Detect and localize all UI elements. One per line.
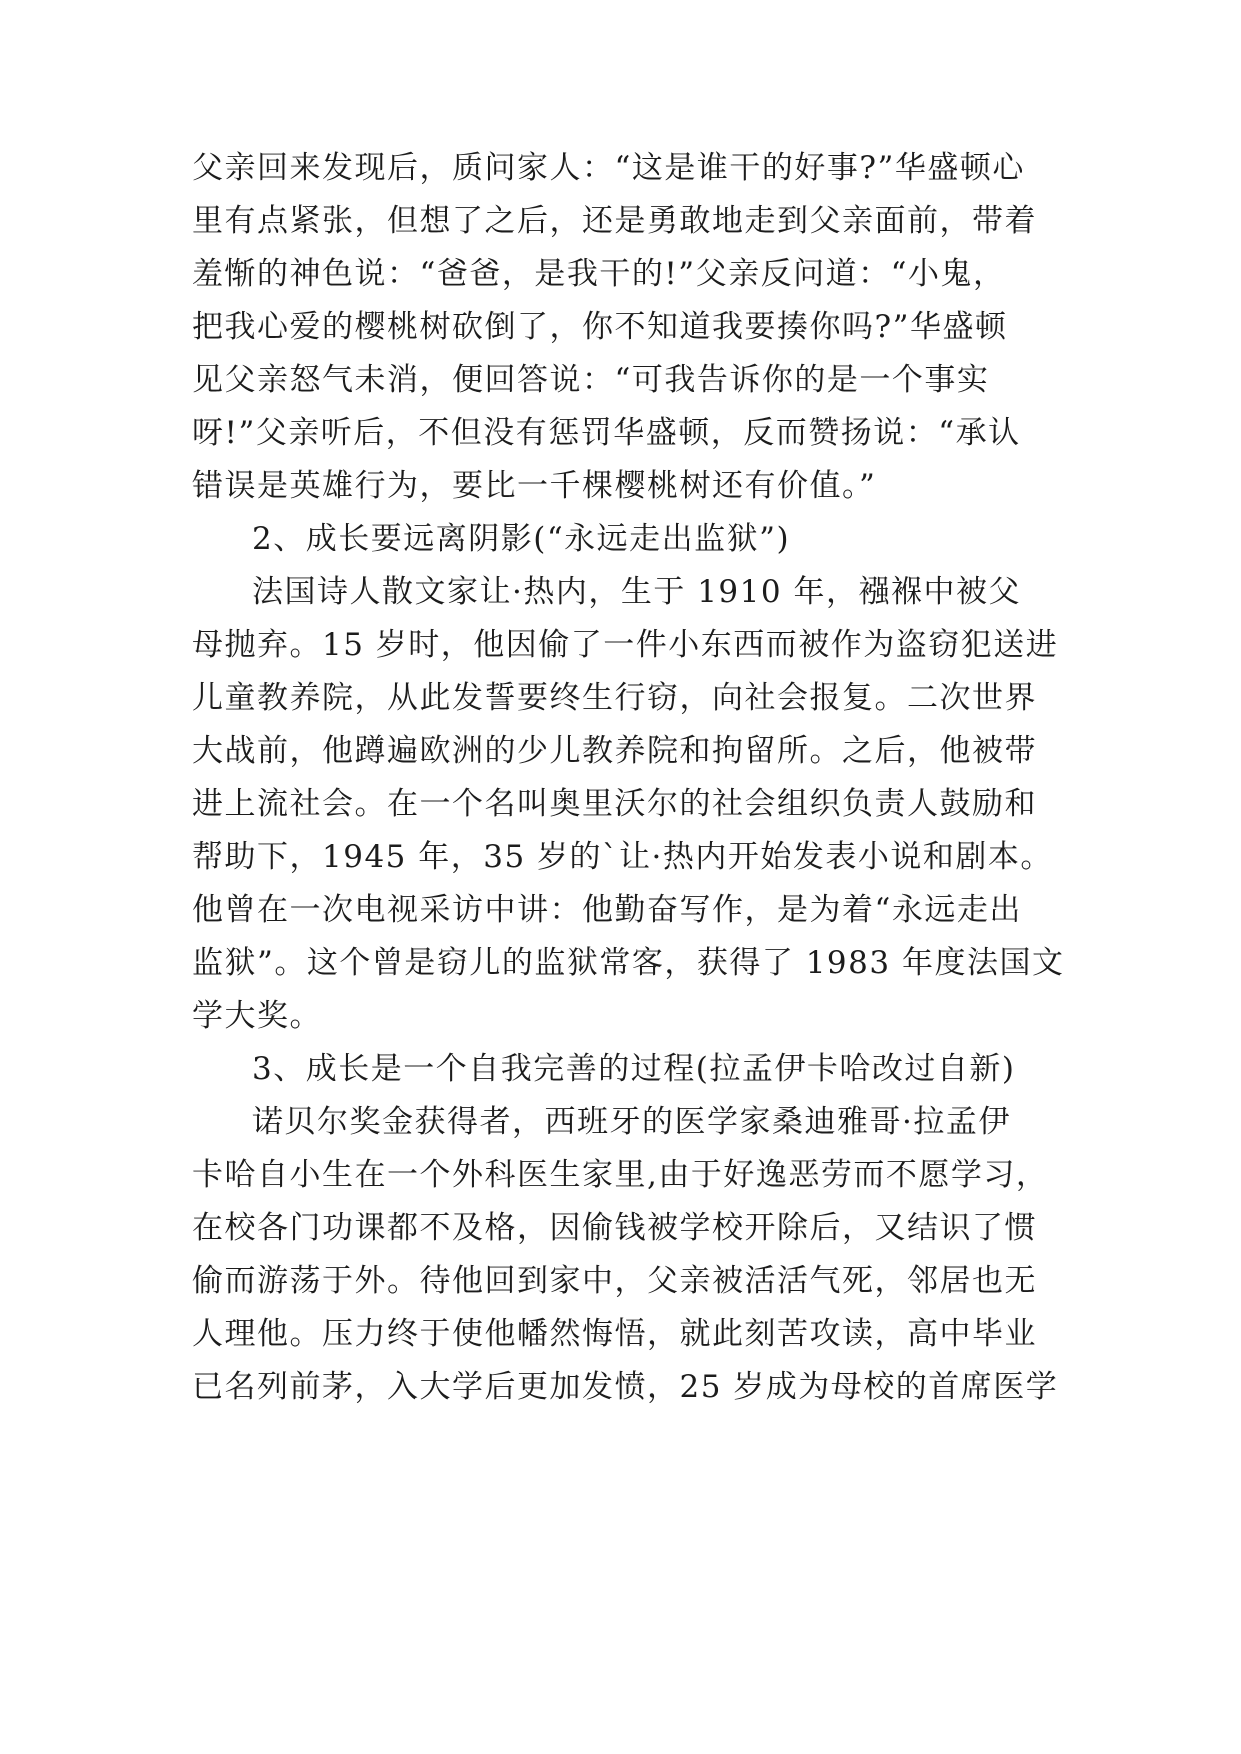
text-line: 他曾在一次电视采访中讲：他勤奋写作，是为着“永远走出	[192, 892, 1022, 928]
text-line: 母抛弃。15 岁时，他因偷了一件小东西而被作为盗窃犯送进	[192, 627, 1059, 663]
text-line: 父亲回来发现后，质问家人：“这是谁干的好事?”华盛顿心	[192, 150, 1025, 186]
text-line: 羞惭的神色说：“爸爸，是我干的!”父亲反问道：“小鬼，	[192, 256, 1006, 292]
text-line: 学大奖。	[192, 998, 322, 1034]
text-line: 里有点紧张，但想了之后，还是勇敢地走到父亲面前，带着	[192, 203, 1037, 239]
text-line: 在校各门功课都不及格，因偷钱被学校开除后，又结识了惯	[192, 1210, 1037, 1246]
text-line: 呀!”父亲听后，不但没有惩罚华盛顿，反而赞扬说：“承认	[192, 415, 1021, 451]
text-line: 偷而游荡于外。待他回到家中，父亲被活活气死，邻居也无	[192, 1263, 1037, 1299]
text-line: 监狱”。这个曾是窃儿的监狱常客，获得了 1983 年度法国文	[192, 945, 1065, 981]
text-line: 已名列前茅，入大学后更加发愤，25 岁成为母校的首席医学	[192, 1369, 1059, 1405]
text-line: 卡哈自小生在一个外科医生家里,由于好逸恶劳而不愿学习，	[192, 1157, 1049, 1193]
text-line: 见父亲怒气未消，便回答说：“可我告诉你的是一个事实	[192, 362, 990, 398]
text-line: 帮助下，1945 年，35 岁的`让·热内开始发表小说和剧本。	[192, 839, 1053, 875]
section-heading: 3、成长是一个自我完善的过程(拉孟伊卡哈改过自新)	[252, 1051, 1016, 1087]
text-line: 人理他。压力终于使他幡然悔悟，就此刻苦攻读，高中毕业	[192, 1316, 1037, 1352]
section-heading: 2、成长要远离阴影(“永远走出监狱”)	[252, 521, 791, 557]
text-line: 大战前，他蹲遍欧洲的少儿教养院和拘留所。之后，他被带	[192, 733, 1037, 769]
text-line: 法国诗人散文家让·热内，生于 1910 年，襁褓中被父	[252, 574, 1021, 610]
text-line: 错误是英雄行为，要比一千棵樱桃树还有价值。”	[192, 468, 877, 504]
text-line: 儿童教养院，从此发誓要终生行窃，向社会报复。二次世界	[192, 680, 1037, 716]
text-line: 把我心爱的樱桃树砍倒了，你不知道我要揍你吗?”华盛顿	[192, 309, 1008, 345]
text-line: 进上流社会。在一个名叫奥里沃尔的社会组织负责人鼓励和	[192, 786, 1037, 822]
text-line: 诺贝尔奖金获得者，西班牙的医学家桑迪雅哥·拉孟伊	[252, 1104, 1011, 1140]
